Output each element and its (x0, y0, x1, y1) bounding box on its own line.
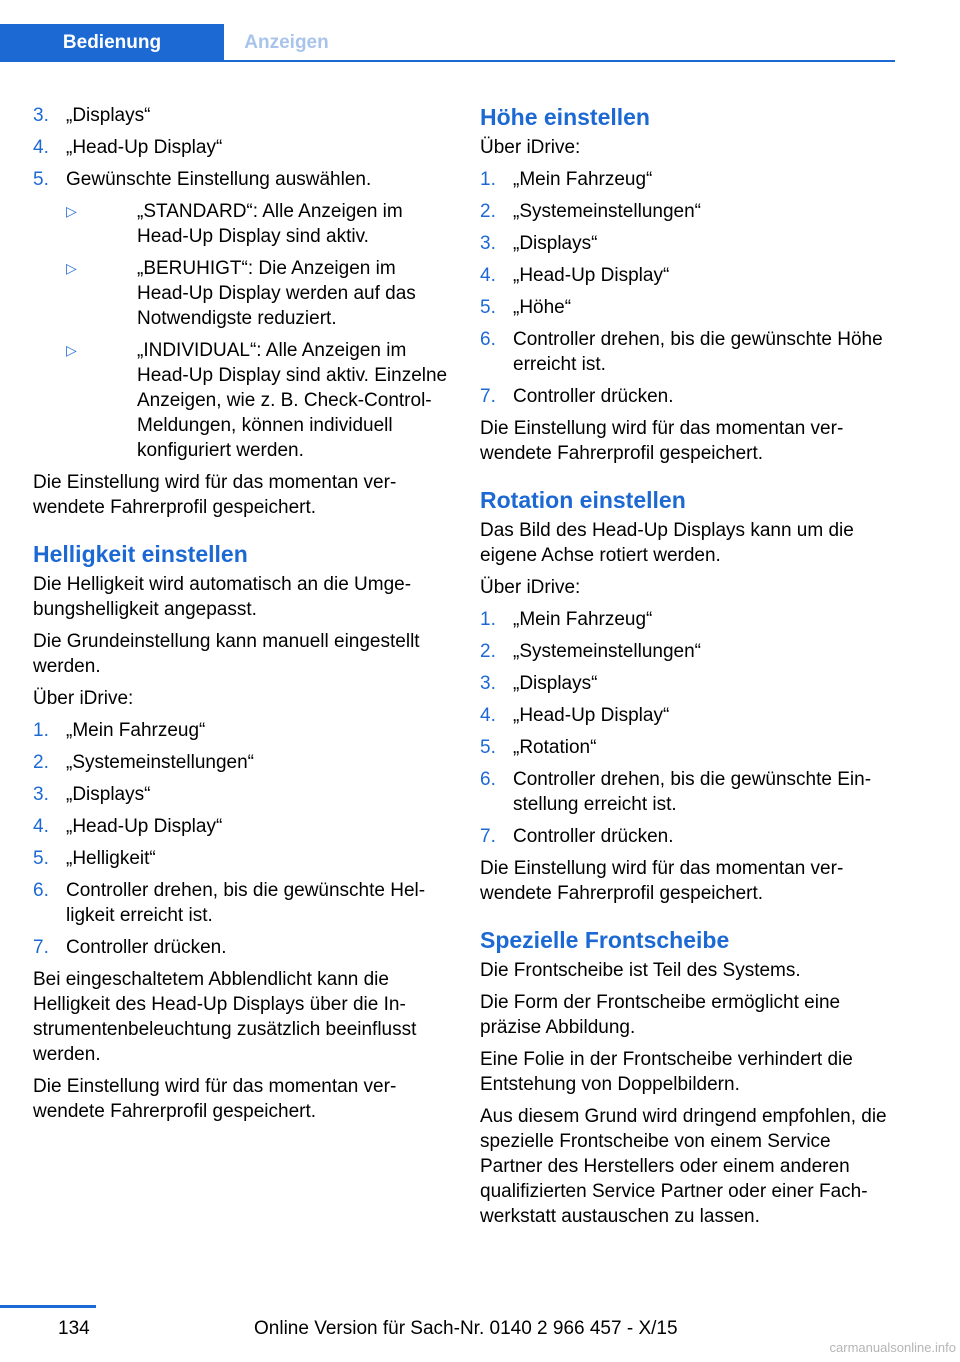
triangle-bullet-icon: ▷ (66, 260, 77, 276)
list-item-number: 4. (33, 137, 49, 158)
list-item (480, 167, 895, 192)
list-item-number: 3. (480, 673, 496, 694)
sub-list-item-text: „STANDARD“: Alle Anzeigen im Head-Up Display sind aktiv. (137, 201, 403, 247)
list-item-text: Gewünschte Einstellung auswählen. (66, 169, 372, 190)
list-item (33, 782, 448, 807)
list-item-number: 3. (33, 105, 49, 126)
page-header (0, 0, 960, 64)
triangle-bullet-icon: ▷ (66, 342, 77, 358)
paragraph: Über iDrive: (480, 577, 581, 598)
list-item-text: „Head-Up Display“ (513, 265, 670, 286)
list-item-text: „Displays“ (66, 105, 151, 126)
list-item-number: 4. (33, 816, 49, 837)
paragraph: Über iDrive: (480, 137, 581, 158)
paragraph: Eine Folie in der Frontscheibe verhindert die Entstehung von Doppelbildern. (480, 1049, 853, 1095)
paragraph: Die Frontscheibe ist Teil des Systems. (480, 960, 801, 981)
list-item-text: Controller drücken. (513, 826, 674, 847)
section-heading-rotation: Rotation einstellen (480, 487, 686, 513)
list-item (480, 824, 895, 849)
paragraph: Über iDrive: (33, 688, 134, 709)
list-item (33, 935, 448, 960)
list-item-text: Controller drehen, bis die gewünschte Höhe erreicht ist. (513, 329, 883, 375)
list-item (33, 750, 448, 775)
list-item (480, 295, 895, 320)
tab-bedienung[interactable]: Bedienung (0, 24, 224, 62)
list-item-number: 5. (480, 297, 496, 318)
list-item-text: Controller drehen, bis die gewünschte Einstellung erreicht ist. (513, 769, 872, 815)
list-item-number: 2. (480, 201, 496, 222)
list-item (33, 167, 448, 192)
saved-note: Die Einstellung wird für das momentan verwendete Fahrerprofil gespeichert. (33, 1076, 397, 1122)
list-item-number: 7. (33, 937, 49, 958)
display-mode-options (33, 199, 448, 463)
list-item-text: „Head-Up Display“ (66, 816, 223, 837)
list-item (480, 263, 895, 288)
list-item (480, 231, 895, 256)
list-item-text: „Head-Up Display“ (513, 705, 670, 726)
tab-anzeigen[interactable]: Anzeigen (244, 32, 329, 53)
saved-note: Die Einstellung wird für das momentan verwendete Fahrerprofil gespeichert. (33, 472, 397, 518)
list-item-number: 3. (33, 784, 49, 805)
header-divider (0, 60, 895, 62)
display-mode-steps (33, 103, 448, 192)
list-item-text: „Mein Fahrzeug“ (66, 720, 206, 741)
list-item-text: „Head-Up Display“ (66, 137, 223, 158)
list-item-text: „Mein Fahrzeug“ (513, 609, 653, 630)
right-column (480, 103, 895, 1236)
list-item (480, 767, 895, 817)
list-item-number: 6. (480, 329, 496, 350)
paragraph: Die Form der Frontscheibe ermöglicht eine präzise Abbildung. (480, 992, 841, 1038)
watermark: carmanualsonline.info (829, 1340, 956, 1355)
page-number: 134 (58, 1318, 90, 1339)
list-item-number: 2. (480, 641, 496, 662)
saved-note: Die Einstellung wird für das momentan verwendete Fahrerprofil gespeichert. (480, 858, 844, 904)
section-heading-brightness: Helligkeit einstellen (33, 541, 248, 567)
list-item-number: 5. (480, 737, 496, 758)
list-item-text: „Displays“ (66, 784, 151, 805)
list-item (33, 135, 448, 160)
list-item-number: 2. (33, 752, 49, 773)
height-steps (480, 167, 895, 409)
list-item-text: „Displays“ (513, 233, 598, 254)
list-item-number: 5. (33, 848, 49, 869)
list-item-text: „Mein Fahrzeug“ (513, 169, 653, 190)
paragraph: Bei eingeschaltetem Abblendlicht kann die Helligkeit des Head-Up Displays über die Instrumentenbeleuchtung zusätzlich beeinflusst werden. (33, 969, 417, 1065)
list-item (33, 103, 448, 128)
triangle-bullet-icon: ▷ (66, 203, 77, 219)
list-item-number: 1. (33, 720, 49, 741)
list-item (480, 639, 895, 664)
list-item-text: „Systemeinstellungen“ (66, 752, 254, 773)
online-version-note: Online Version für Sach-Nr. 0140 2 966 457 - X/15 (254, 1318, 678, 1339)
list-item (480, 735, 895, 760)
list-item (33, 814, 448, 839)
list-item-text: „Displays“ (513, 673, 598, 694)
section-heading-windshield: Spezielle Frontscheibe (480, 927, 730, 953)
sub-list-item (33, 338, 448, 463)
list-item-number: 7. (480, 386, 496, 407)
list-item-number: 6. (480, 769, 496, 790)
list-item-number: 5. (33, 169, 49, 190)
list-item-number: 6. (33, 880, 49, 901)
list-item-text: Controller drehen, bis die gewünschte Helligkeit erreicht ist. (66, 880, 426, 926)
sub-list-item-text: „BERUHIGT“: Die Anzeigen im Head-Up Display werden auf das Notwendigste reduziert. (137, 258, 416, 329)
paragraph: Die Helligkeit wird automatisch an die Umgebungshelligkeit angepasst. (33, 574, 412, 620)
list-item-text: Controller drücken. (513, 386, 674, 407)
list-item (480, 703, 895, 728)
list-item-text: „Rotation“ (513, 737, 597, 758)
list-item-number: 3. (480, 233, 496, 254)
list-item (480, 607, 895, 632)
sub-list-item (33, 256, 448, 331)
list-item-number: 4. (480, 265, 496, 286)
rotation-steps (480, 607, 895, 849)
paragraph: Die Grundeinstellung kann manuell eingestellt werden. (33, 631, 420, 677)
list-item (480, 384, 895, 409)
section-heading-height: Höhe einstellen (480, 104, 650, 130)
brightness-steps (33, 718, 448, 960)
list-item (33, 846, 448, 871)
list-item-number: 4. (480, 705, 496, 726)
sub-list-item-text: „INDIVIDUAL“: Alle Anzeigen im Head-Up Display sind aktiv. Einzelne Anzeigen, wie z. B. Check-Control-Meldungen, können individuell konfiguriert werden. (137, 340, 448, 461)
list-item (480, 327, 895, 377)
paragraph: Das Bild des Head-Up Displays kann um die eigene Achse rotiert werden. (480, 520, 854, 566)
list-item (33, 878, 448, 928)
list-item (480, 199, 895, 224)
left-column (33, 103, 448, 1131)
list-item (480, 671, 895, 696)
sub-list-item (33, 199, 448, 249)
page-number-rule (0, 1305, 96, 1308)
list-item-number: 7. (480, 826, 496, 847)
list-item (33, 718, 448, 743)
list-item-text: „Systemeinstellungen“ (513, 201, 701, 222)
list-item-text: „Helligkeit“ (66, 848, 156, 869)
saved-note: Die Einstellung wird für das momentan verwendete Fahrerprofil gespeichert. (480, 418, 844, 464)
paragraph: Aus diesem Grund wird dringend empfohlen, die spezielle Frontscheibe von einem Service Partner des Herstellers oder einem anderen qualifizierten Service Partner oder einer Fachwerkstatt austauschen zu lassen. (480, 1106, 887, 1227)
list-item-text: „Höhe“ (513, 297, 572, 318)
list-item-number: 1. (480, 169, 496, 190)
list-item-number: 1. (480, 609, 496, 630)
list-item-text: Controller drücken. (66, 937, 227, 958)
list-item-text: „Systemeinstellungen“ (513, 641, 701, 662)
